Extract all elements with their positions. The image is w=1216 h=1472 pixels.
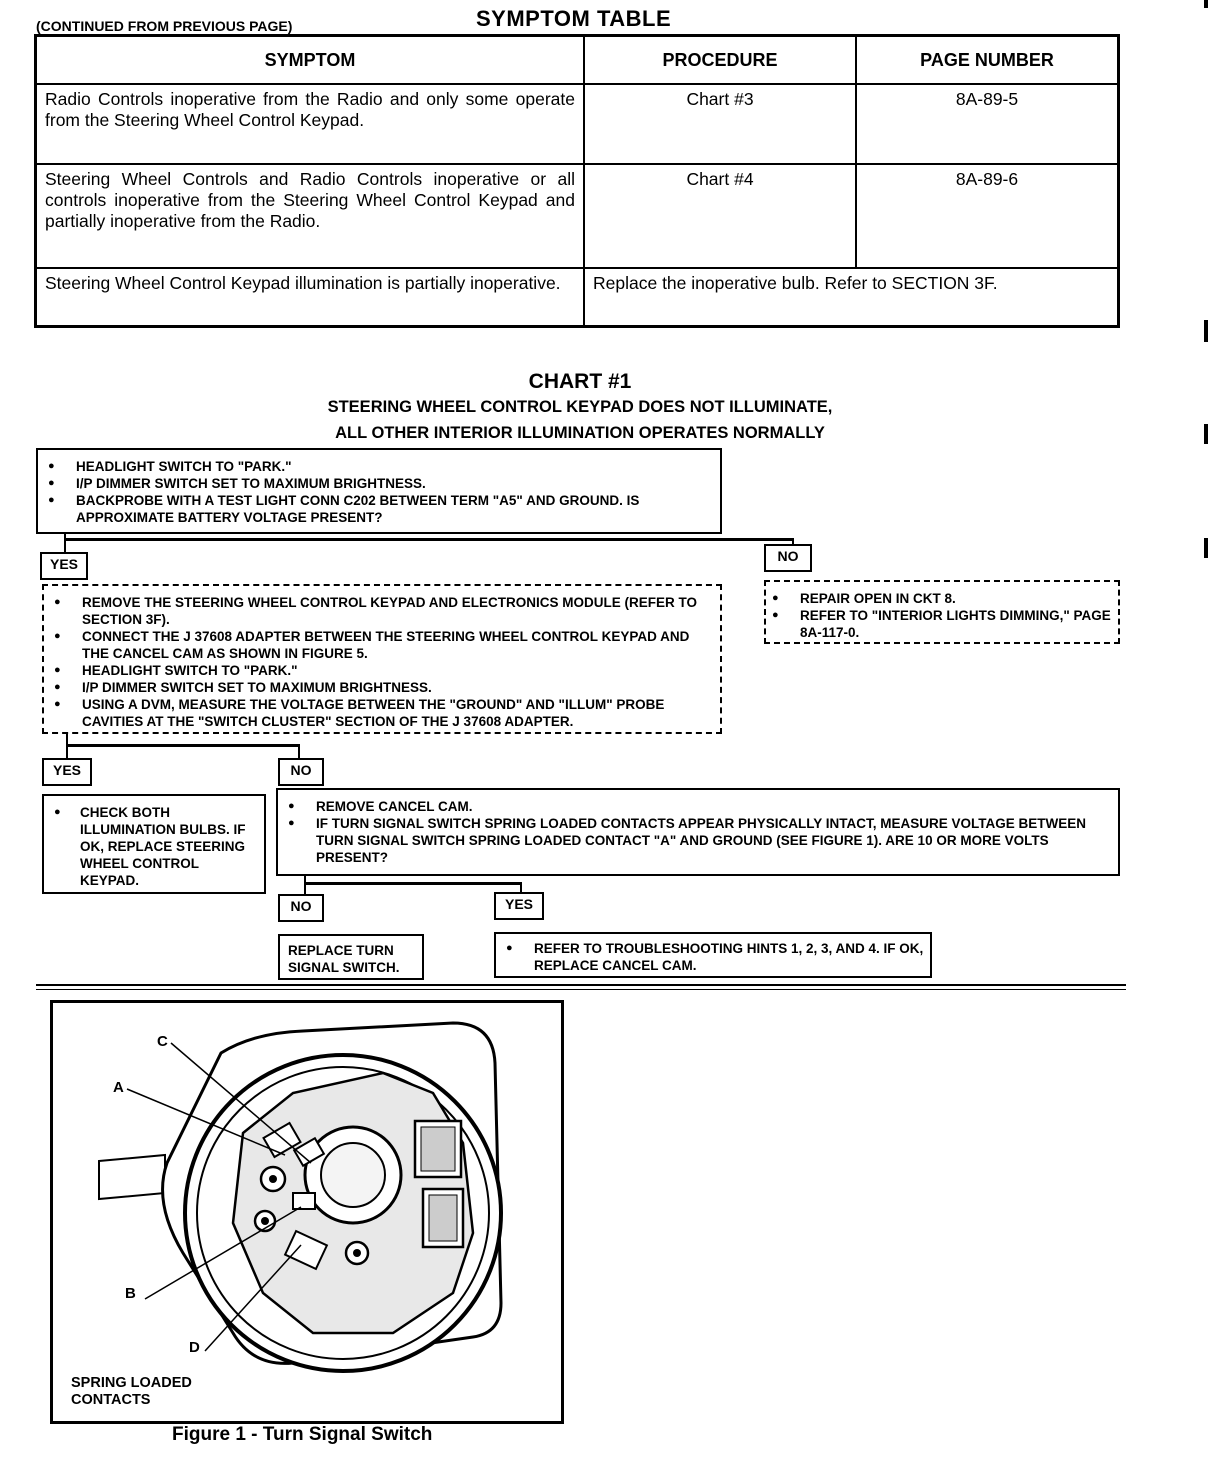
list-item: ● BACKPROBE WITH A TEST LIGHT CONN C202 BETWEEN TERM "A5" AND GROUND. IS APPROXIMATE BATTERY VOLTAGE PRESENT? bbox=[42, 492, 716, 526]
symptom-cell: Radio Controls inoperative from the Radio and only some operate from the Steering Wheel Control Keypad. bbox=[36, 84, 585, 164]
step2-yes-box bbox=[42, 584, 722, 734]
list-item: ● USING A DVM, MEASURE THE VOLTAGE BETWEEN THE "GROUND" AND "ILLUM" PROBE CAVITIES AT THE "SWITCH CLUSTER" SECTION OF THE J 37608 ADAPTER. bbox=[48, 696, 716, 730]
table-row bbox=[36, 268, 1119, 326]
list-item: ● REMOVE CANCEL CAM. bbox=[282, 798, 1114, 815]
step1-box bbox=[36, 448, 722, 534]
symptom-table bbox=[34, 34, 1120, 328]
figure-caption: Figure 1 - Turn Signal Switch bbox=[172, 1424, 433, 1445]
turn-signal-switch-drawing bbox=[53, 1003, 561, 1421]
divider bbox=[36, 984, 1126, 986]
symptom-cell: Steering Wheel Controls and Radio Controls inoperative or all controls inoperative from the Steering Wheel Control Keypad and partially inoperative from the Radio. bbox=[36, 164, 585, 268]
table-header-row bbox=[36, 36, 1119, 85]
column-header: SYMPTOM bbox=[36, 36, 585, 85]
list-item: ● CONNECT THE J 37608 ADAPTER BETWEEN THE STEERING WHEEL CONTROL KEYPAD AND THE CANCEL CAM AS SHOWN IN FIGURE 5. bbox=[48, 628, 716, 662]
spring-loaded-note: SPRING LOADED CONTACTS bbox=[71, 1375, 192, 1408]
procedure-cell: Chart #3 bbox=[584, 84, 856, 164]
label-d: D bbox=[189, 1339, 200, 1356]
list-item: ● REMOVE THE STEERING WHEEL CONTROL KEYPAD AND ELECTRONICS MODULE (REFER TO SECTION 3F). bbox=[48, 594, 716, 628]
symptom-cell: Steering Wheel Control Keypad illumination is partially inoperative. bbox=[36, 268, 585, 326]
chart-subtitle: ALL OTHER INTERIOR ILLUMINATION OPERATES NORMALLY bbox=[335, 424, 825, 442]
label-a: A bbox=[113, 1079, 124, 1096]
step4-yes-box bbox=[494, 932, 932, 978]
table-row bbox=[36, 164, 1119, 268]
no-label: NO bbox=[278, 758, 324, 786]
chart-subtitle: STEERING WHEEL CONTROL KEYPAD DOES NOT ILLUMINATE, bbox=[327, 398, 833, 416]
label-b: B bbox=[125, 1285, 136, 1302]
list-item: ● REFER TO "INTERIOR LIGHTS DIMMING," PAGE 8A-117-0. bbox=[766, 607, 1118, 641]
list-item: ● I/P DIMMER SWITCH SET TO MAXIMUM BRIGHTNESS. bbox=[42, 475, 716, 492]
list-item: ● REPAIR OPEN IN CKT 8. bbox=[766, 590, 1118, 607]
page-cell: 8A-89-6 bbox=[856, 164, 1119, 268]
figure-frame bbox=[50, 1000, 564, 1424]
continued-note: (CONTINUED FROM PREVIOUS PAGE) bbox=[36, 18, 293, 34]
chart-title: CHART #1 bbox=[528, 370, 632, 393]
list-item: ● HEADLIGHT SWITCH TO "PARK." bbox=[42, 458, 716, 475]
step3-yes-box bbox=[42, 794, 266, 894]
table-row bbox=[36, 84, 1119, 164]
list-item: ● HEADLIGHT SWITCH TO "PARK." bbox=[48, 662, 716, 679]
list-item: ● CHECK BOTH ILLUMINATION BULBS. IF OK, REPLACE STEERING WHEEL CONTROL KEYPAD. bbox=[48, 804, 260, 889]
column-header: PROCEDURE bbox=[584, 36, 856, 85]
step4-no-text: REPLACE TURN SIGNAL SWITCH. bbox=[288, 943, 400, 975]
no-label: NO bbox=[764, 544, 812, 572]
column-header: PAGE NUMBER bbox=[856, 36, 1119, 85]
list-item: ● IF TURN SIGNAL SWITCH SPRING LOADED CONTACTS APPEAR PHYSICALLY INTACT, MEASURE VOLTAGE BETWEEN TURN SIGNAL SWITCH SPRING LOADED CONTACT "A" AND GROUND (SEE FIGURE 1). ARE 10 OR MORE VOLTS PRESENT? bbox=[282, 815, 1114, 866]
list-item: ● I/P DIMMER SWITCH SET TO MAXIMUM BRIGHTNESS. bbox=[48, 679, 716, 696]
label-c: C bbox=[157, 1033, 168, 1050]
no-label: NO bbox=[278, 894, 324, 922]
yes-label: YES bbox=[40, 552, 88, 580]
yes-label: YES bbox=[494, 892, 544, 920]
procedure-cell: Replace the inoperative bulb. Refer to SECTION 3F. bbox=[584, 268, 1119, 326]
step3-no-box bbox=[276, 788, 1120, 876]
list-item: ● REFER TO TROUBLESHOOTING HINTS 1, 2, 3, AND 4. IF OK, REPLACE CANCEL CAM. bbox=[500, 940, 926, 974]
page-title: SYMPTOM TABLE bbox=[476, 6, 672, 31]
yes-label: YES bbox=[42, 758, 92, 786]
step2-no-box bbox=[764, 580, 1120, 644]
procedure-cell: Chart #4 bbox=[584, 164, 856, 268]
divider bbox=[36, 989, 1126, 990]
page-cell: 8A-89-5 bbox=[856, 84, 1119, 164]
step4-no-box bbox=[278, 934, 424, 980]
